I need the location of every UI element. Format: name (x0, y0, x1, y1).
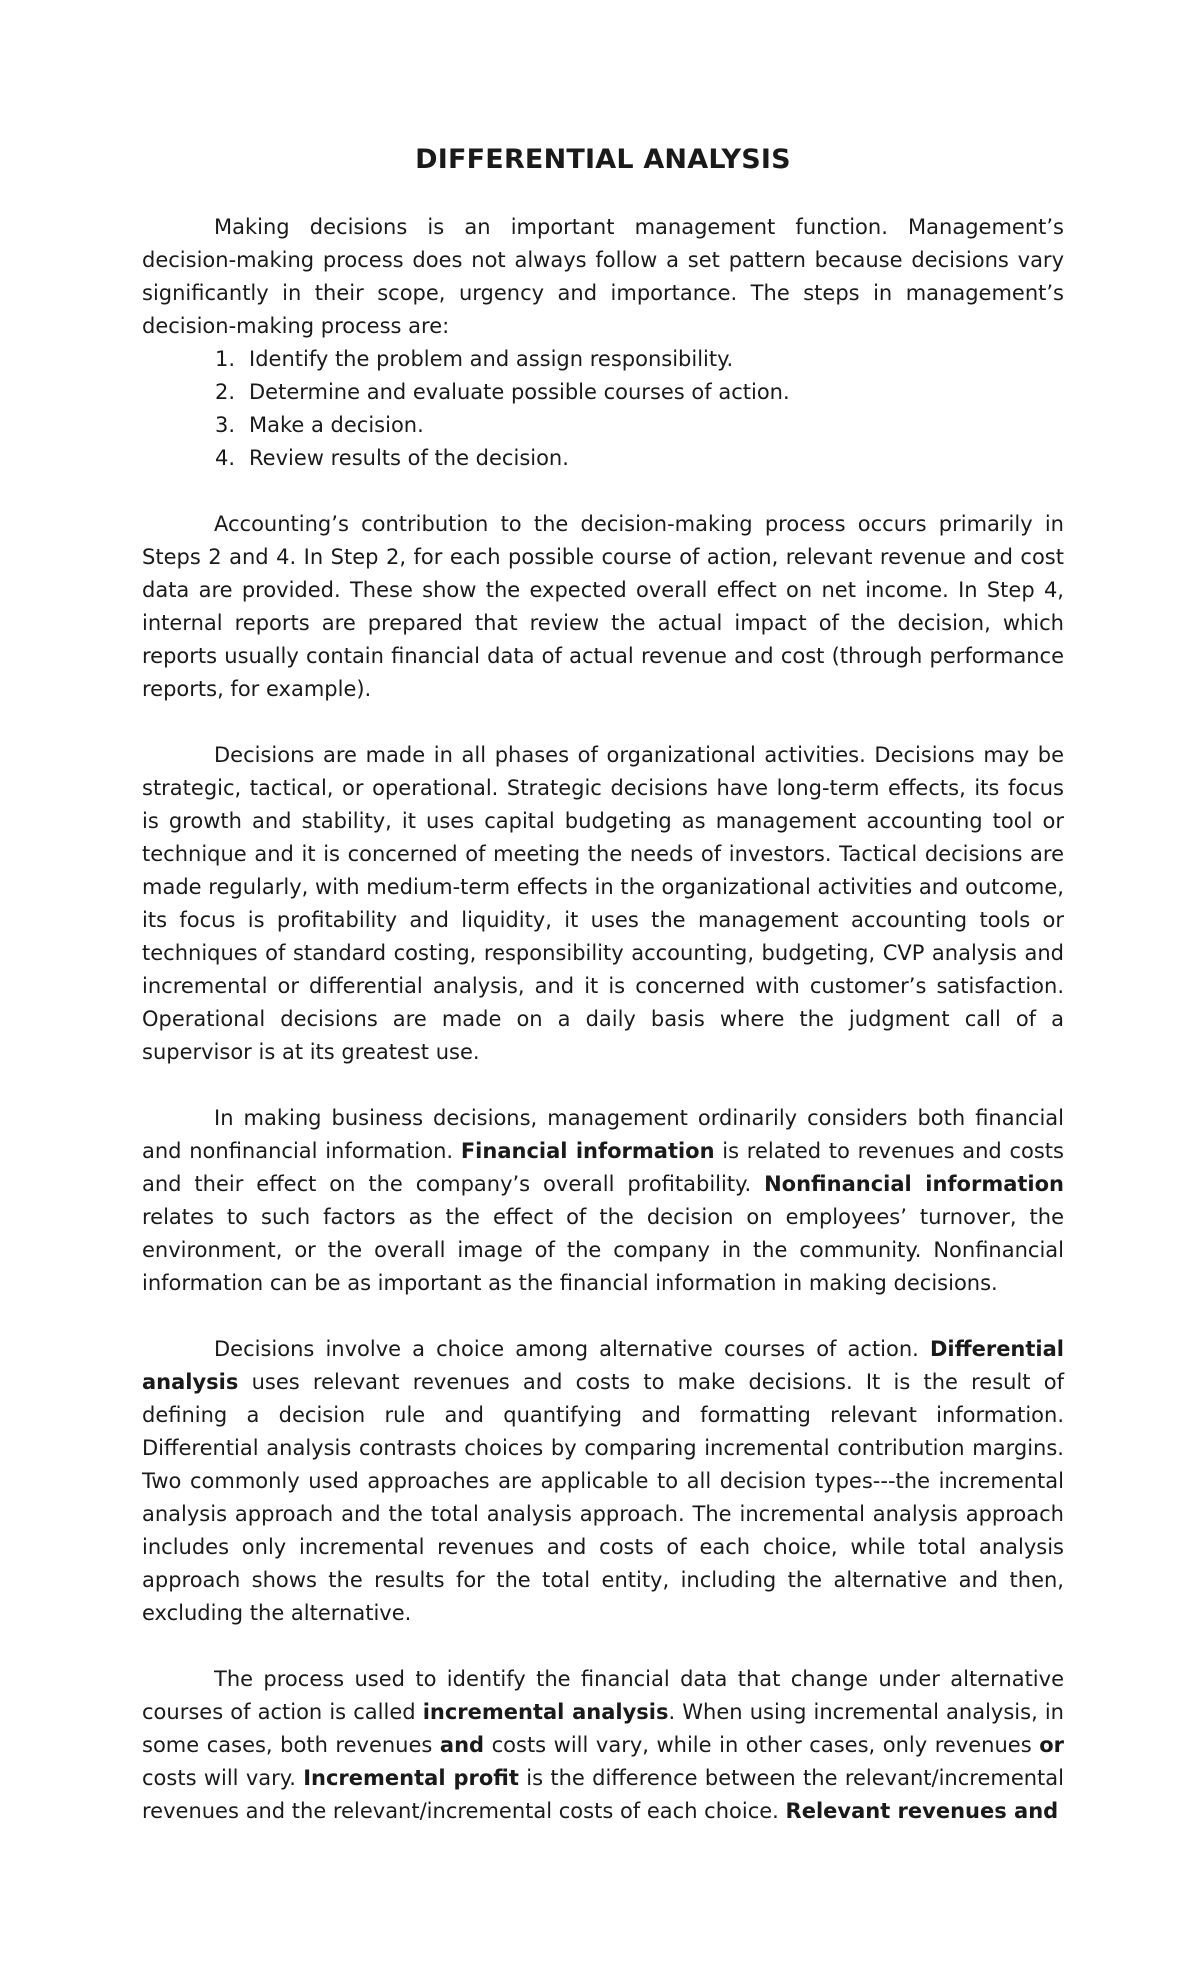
document-page (142, 140, 1064, 1828)
term-incremental-profit: Incremental profit (303, 1766, 519, 1790)
text-run: is the difference between the relevant/incremental revenues and the relevant/incremental costs of each choice. (142, 1766, 1064, 1823)
document-title: DIFFERENTIAL ANALYSIS (415, 144, 791, 175)
step-text: Identify the problem and assign responsibility. (249, 347, 734, 371)
list-item (142, 376, 1064, 409)
text-run: . When using incremental analysis, in some cases, both revenues (142, 1700, 1064, 1757)
term-financial-information: Financial information (460, 1139, 715, 1163)
text-run: is related to revenues and costs and their effect on the company’s overall profitability. (142, 1139, 1064, 1196)
incremental-analysis-paragraph (142, 1663, 1064, 1828)
text-run: The process used to identify the financial data that change under alternative courses of action is called (142, 1667, 1064, 1724)
decision-steps-list (142, 343, 1064, 475)
text-run: Decisions involve a choice among alternative courses of action. (214, 1337, 930, 1361)
emphasis-and: and (439, 1733, 485, 1757)
step-number: 1. (215, 347, 236, 371)
step-text: Make a decision. (249, 413, 424, 437)
term-differential-analysis: Differential analysis (142, 1337, 1064, 1394)
step-text: Determine and evaluate possible courses of action. (249, 380, 790, 404)
list-item (142, 343, 1064, 376)
differential-analysis-paragraph (142, 1333, 1064, 1630)
text-run: In making business decisions, management ordinarily considers both financial and nonfinancial information. (142, 1106, 1064, 1163)
term-incremental-analysis: incremental analysis (422, 1700, 669, 1724)
emphasis-or: or (1039, 1733, 1064, 1757)
step-number: 2. (215, 380, 236, 404)
step-text: Review results of the decision. (249, 446, 569, 470)
term-nonfinancial-information: Nonfinancial information (764, 1172, 1065, 1196)
step-number: 4. (215, 446, 236, 470)
decision-types-paragraph: Decisions are made in all phases of organizational activities. Decisions may be strategic, tactical, or operational. Strategic decisions have long-term effects, its focus is growth and stability, it uses capital budgeting as management accounting tool or technique and it is concerned of meeting the needs of investors. Tactical decisions are made regularly, with medium-term effects in the organizational activities and outcome, its focus is profitability and liquidity, it uses the management accounting tools or techniques of standard costing, responsibility accounting, budgeting, CVP analysis and incremental or differential analysis, and it is concerned with customer’s satisfaction. Operational decisions are made on a daily basis where the judgment call of a supervisor is at its greatest use. (142, 743, 1064, 1064)
list-item (142, 409, 1064, 442)
term-relevant-revenues: Relevant revenues and (785, 1799, 1059, 1823)
step-number: 3. (215, 413, 236, 437)
list-item (142, 442, 1064, 475)
intro-paragraph: Making decisions is an important management function. Management’s decision-making process does not always follow a set pattern because decisions vary significantly in their scope, urgency and importance. The steps in management’s decision-making process are: (142, 215, 1064, 338)
accounting-contribution-paragraph: Accounting’s contribution to the decision-making process occurs primarily in Steps 2 and 4. In Step 2, for each possible course of action, relevant revenue and cost data are provided. These show the expected overall effect on net income. In Step 4, internal reports are prepared that review the actual impact of the decision, which reports usually contain financial data of actual revenue and cost (through performance reports, for example). (142, 512, 1064, 701)
text-run: costs will vary. (142, 1766, 304, 1790)
information-types-paragraph (142, 1102, 1064, 1300)
text-run: relates to such factors as the effect of the decision on employees’ turnover, the environment, or the overall image of the company in the community. Nonfinancial information can be as important as the financial information in making decisions. (142, 1205, 1064, 1295)
text-run: uses relevant revenues and costs to make decisions. It is the result of defining a decision rule and quantifying and formatting relevant information. Differential analysis contrasts choices by comparing incremental contribution margins. Two commonly used approaches are applicable to all decision types---the incremental analysis approach and the total analysis approach. The incremental analysis approach includes only incremental revenues and costs of each choice, while total analysis approach shows the results for the total entity, including the alternative and then, excluding the alternative. (142, 1370, 1064, 1625)
text-run: costs will vary, while in other cases, only revenues (484, 1733, 1040, 1757)
